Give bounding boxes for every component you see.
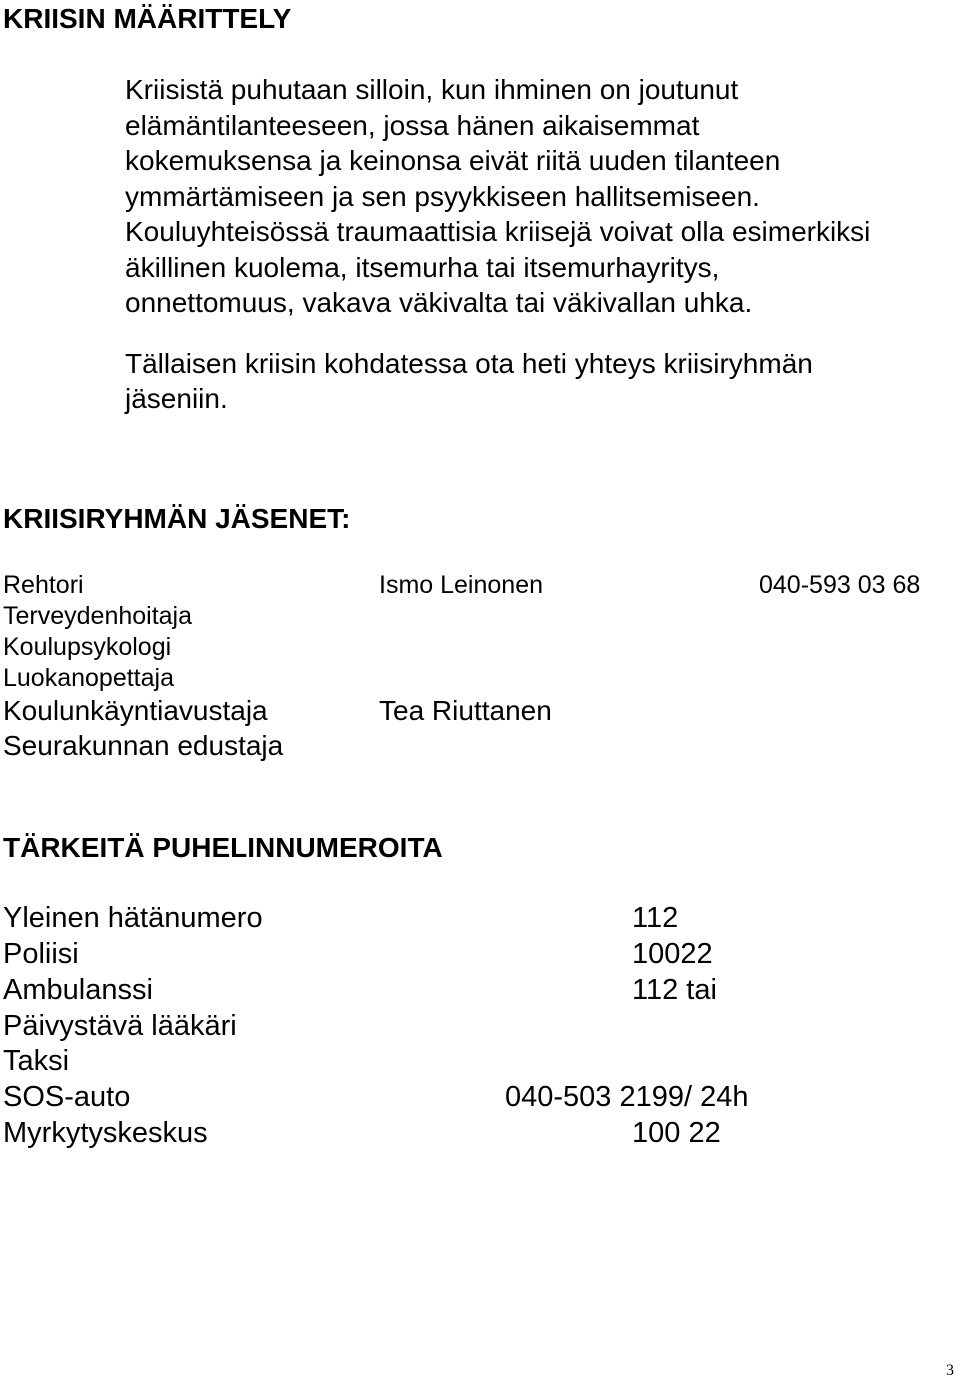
definition-line: äkillinen kuolema, itsemurha tai itsemurhayritys,: [125, 251, 720, 283]
member-name: Tea Riuttanen: [379, 695, 552, 726]
phone-label: SOS-auto: [3, 1081, 131, 1113]
member-role: Koulunkäyntiavustaja: [3, 695, 268, 726]
definition-line: Kouluyhteisössä traumaattisia kriisejä voivat olla esimerkiksi: [125, 216, 871, 247]
phone-label: Ambulanssi: [3, 974, 153, 1006]
definition-line: ymmärtämiseen ja sen psyykkiseen hallitsemiseen.: [125, 180, 760, 212]
phone-label: Taksi: [3, 1045, 70, 1077]
crisis-definition-text: [125, 72, 915, 417]
phone-label: Poliisi: [3, 938, 79, 970]
phone-number: 040-503 2199/ 24h: [505, 1081, 749, 1113]
member-role: Luokanopettaja: [3, 664, 174, 692]
section-title-crisis-team: KRIISIRYHMÄN JÄSENET:: [3, 503, 351, 534]
definition-line: Kriisistä puhutaan silloin, kun ihminen on joutunut: [125, 74, 739, 105]
member-role: Koulupsykologi: [3, 633, 172, 661]
section-title-important-numbers: TÄRKEITÄ PUHELINNUMEROITA: [3, 832, 443, 863]
section-title-crisis-definition: KRIISIN MÄÄRITTELY: [3, 3, 292, 34]
instruction-line: jäseniin.: [125, 383, 228, 414]
member-role: Rehtori: [3, 571, 84, 599]
phone-number: 10022: [632, 938, 713, 970]
phone-label: Myrkytyskeskus: [3, 1117, 208, 1149]
member-role: Seurakunnan edustaja: [3, 730, 284, 761]
phone-label: Päivystävä lääkäri: [3, 1010, 237, 1042]
definition-line: kokemuksensa ja keinonsa eivät riitä uuden tilanteen: [125, 145, 781, 176]
page-number: 3: [946, 1362, 954, 1379]
instruction-line: Tällaisen kriisin kohdatessa ota heti yhteys kriisiryhmän: [125, 347, 813, 379]
member-role: Terveydenhoitaja: [3, 602, 193, 630]
phone-label: Yleinen hätänumero: [3, 902, 263, 934]
phone-number: 112 tai: [632, 974, 717, 1006]
member-name: Ismo Leinonen: [379, 571, 544, 599]
definition-line: onnettomuus, vakava väkivalta tai väkivallan uhka.: [125, 287, 753, 318]
phone-number: 100 22: [632, 1117, 721, 1149]
phone-number: 112: [632, 902, 679, 934]
member-phone: 040-593 03 68: [759, 571, 921, 599]
definition-line: elämäntilanteeseen, jossa hänen aikaisemmat: [125, 109, 700, 141]
